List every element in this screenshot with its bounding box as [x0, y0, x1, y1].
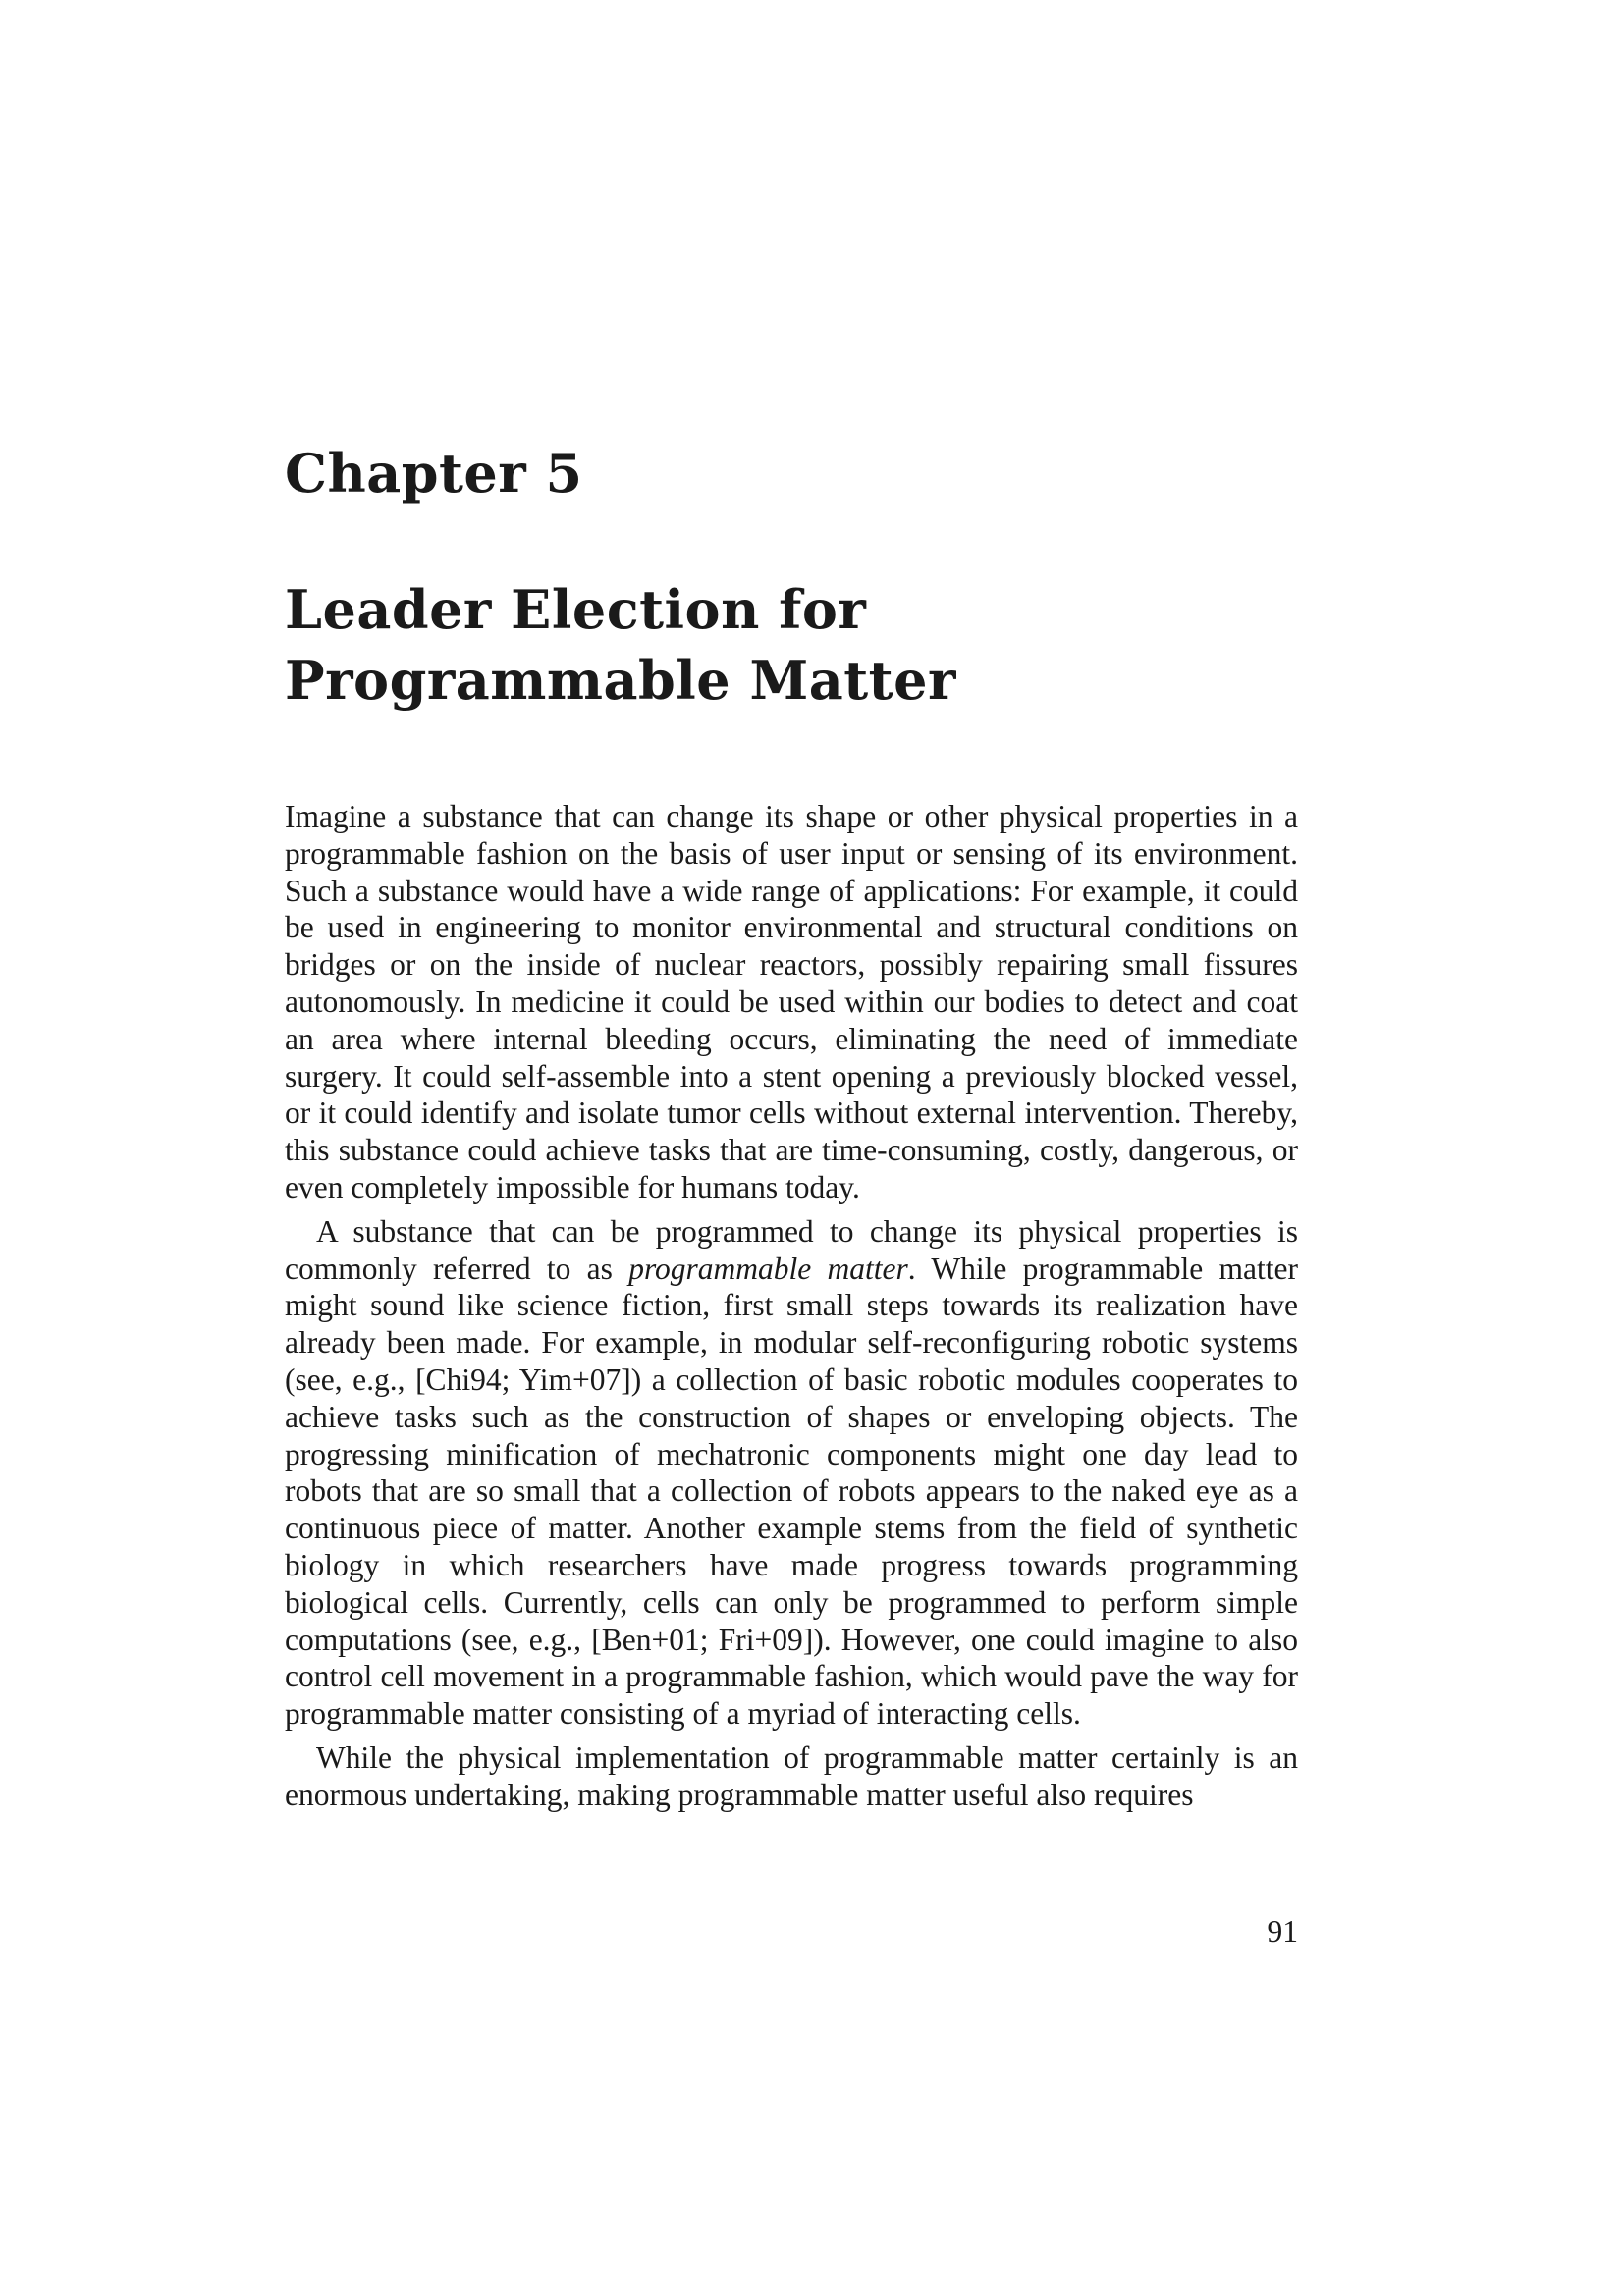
- chapter-body: [285, 798, 1298, 1821]
- chapter-label: Chapter 5: [285, 442, 583, 505]
- paragraph-2-text-before: A substance that can be programmed to change its physical properties is commonly referred to as: [285, 1213, 1298, 1286]
- paragraph-2-text-after: . While programmable matter might sound like science fiction, first small steps towards its realization have already been made. For example, in modular self-reconfiguring robotic systems (see, e.g., [Chi94; Yim+07]) a collection of basic robotic modules cooperates to achieve tasks such as the construction of shapes or enveloping objects. The progressing minification of mechatronic components might one day lead to robots that are so small that a collection of robots appears to the naked eye as a continuous piece of matter. Another example stems from the field of synthetic biology in which researchers have made progress towards programming biological cells. Currently, cells can only be programmed to perform simple computations (see, e.g., [Ben+01; Fri+09]). However, one could imagine to also control cell movement in a programmable fashion, which would pave the way for programmable matter consisting of a myriad of interacting cells.: [285, 1251, 1298, 1732]
- paragraph-2: [285, 1213, 1298, 1733]
- chapter-title-line-2: Programmable Matter: [285, 649, 956, 712]
- page-number: 91: [1267, 1914, 1298, 1949]
- chapter-title-line-1: Leader Election for: [285, 578, 867, 641]
- chapter-title: [285, 574, 1365, 716]
- paragraph-1: Imagine a substance that can change its shape or other physical properties in a programmable fashion on the basis of user input or sensing of its environment. Such a substance would have a wide range of applications: For example, it could be used in engineering to monitor environmental and structural conditions on bridges or on the inside of nuclear reactors, possibly repairing small fissures autonomously. In medicine it could be used within our bodies to detect and coat an area where internal bleeding occurs, eliminating the need of immediate surgery. It could self-assemble into a stent opening a previously blocked vessel, or it could identify and isolate tumor cells without external intervention. Thereby, this substance could achieve tasks that are time-consuming, costly, dangerous, or even completely impossible for humans today.: [285, 799, 1298, 1204]
- paragraph-3: While the physical implementation of programmable matter certainly is an enormous undertaking, making programmable matter useful also requires: [285, 1739, 1298, 1812]
- programmable-matter-emphasis: programmable matter: [628, 1251, 908, 1286]
